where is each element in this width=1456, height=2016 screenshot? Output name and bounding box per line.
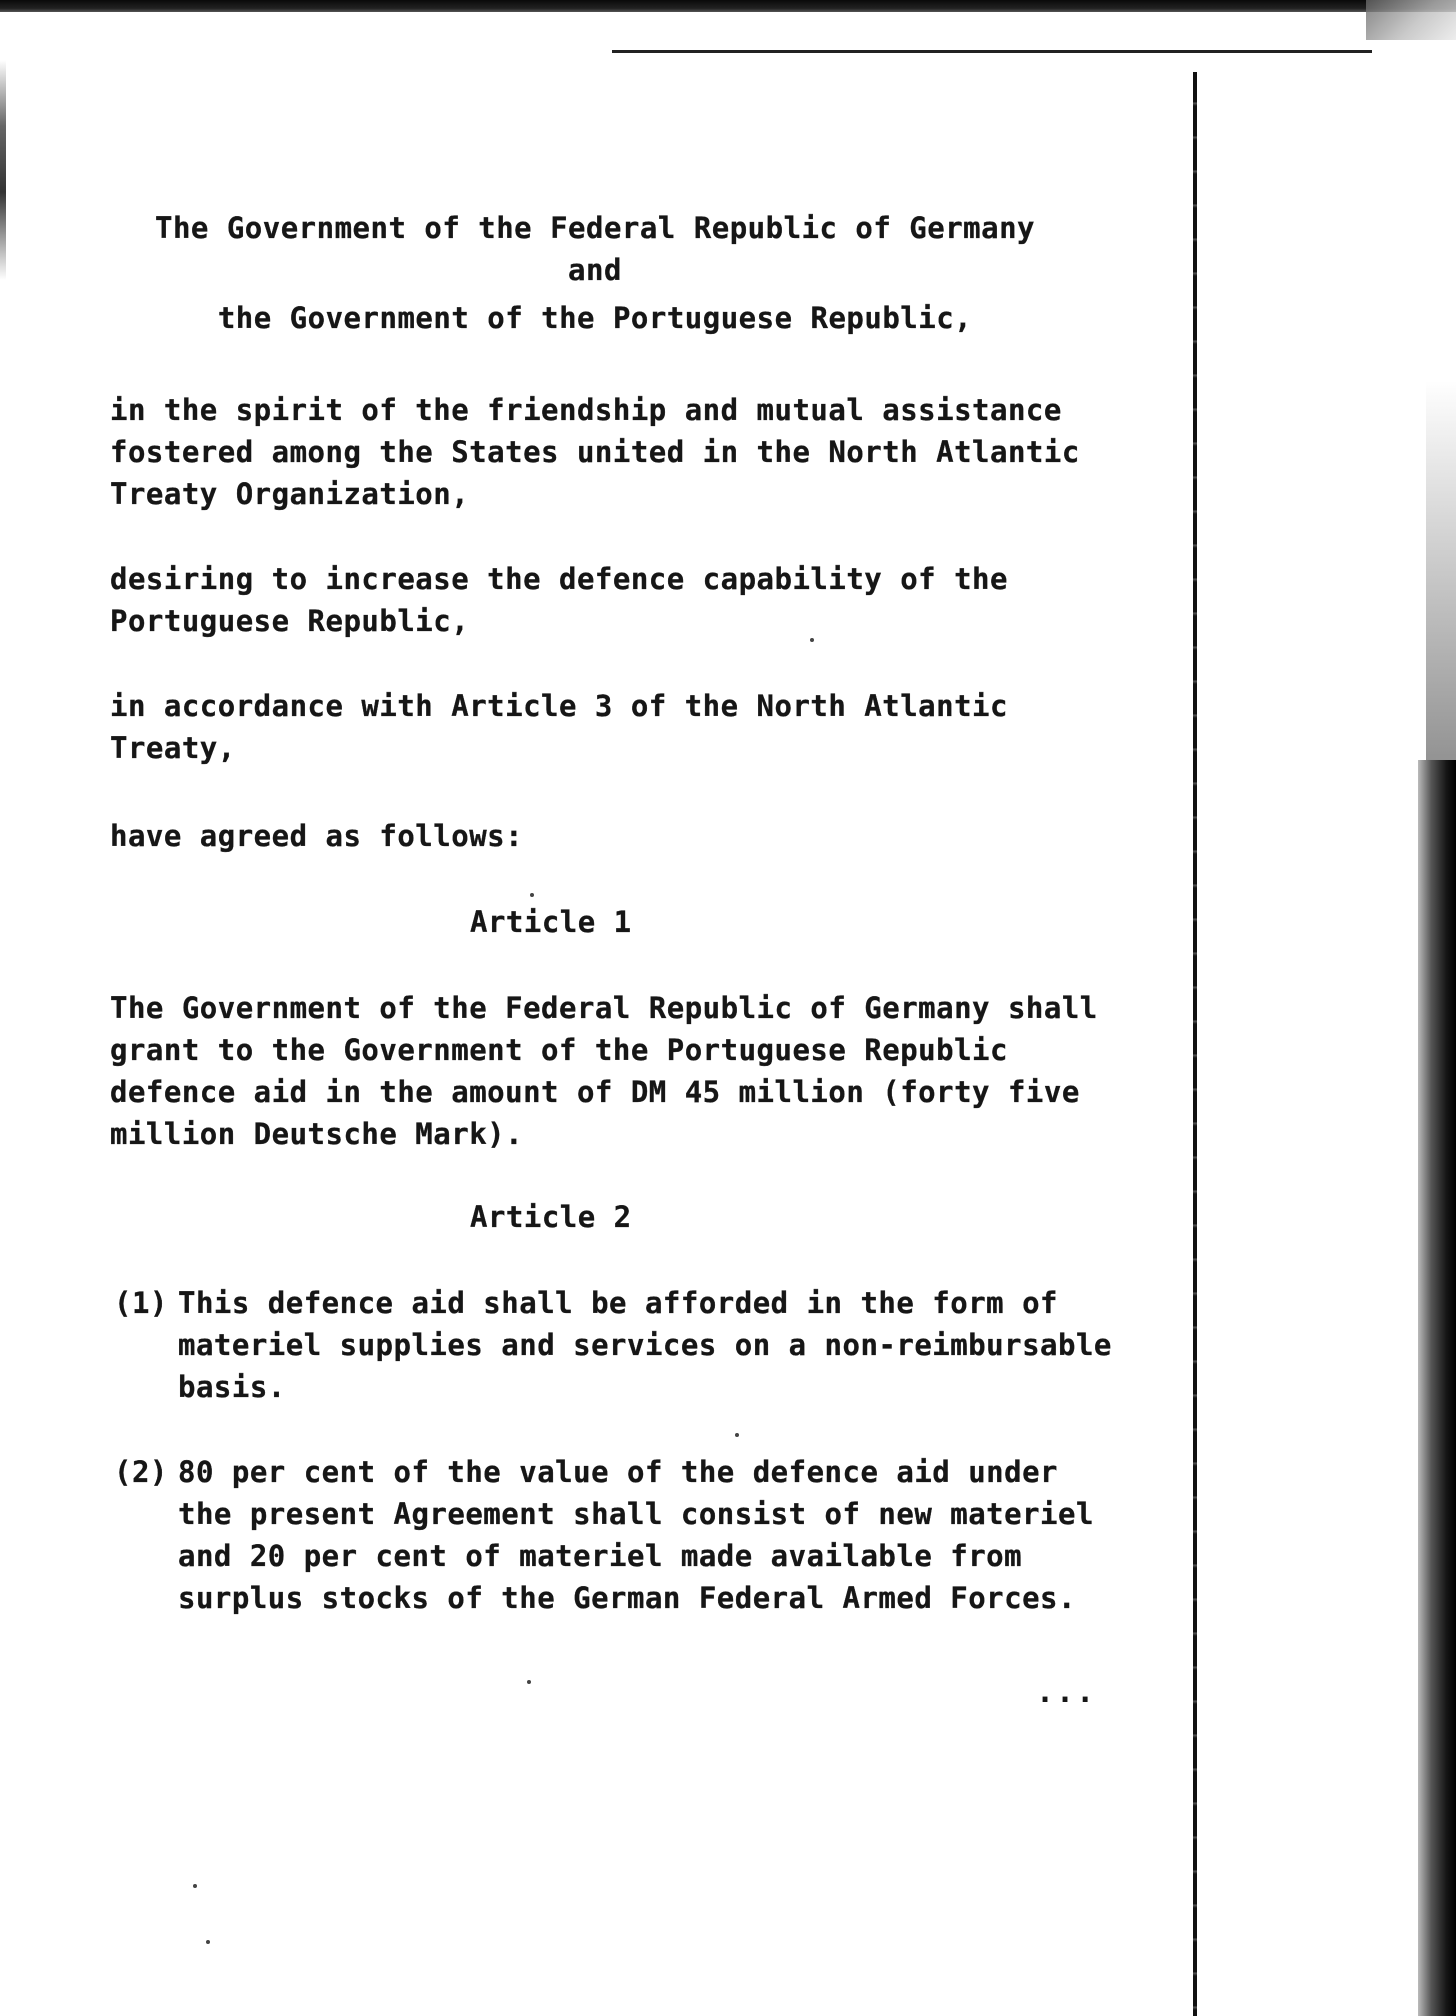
article-2-title: Article 2 bbox=[470, 1200, 632, 1234]
article-2-para-2-line: surplus stocks of the German Federal Armed Forces. bbox=[178, 1581, 1076, 1615]
article-1-line: defence aid in the amount of DM 45 million (forty five bbox=[110, 1075, 1080, 1109]
preamble-line: Treaty Organization, bbox=[110, 477, 470, 511]
article-2-para-1-line: basis. bbox=[178, 1370, 286, 1404]
continuation-marker: ... bbox=[1036, 1675, 1097, 1710]
preamble-line: have agreed as follows: bbox=[110, 819, 524, 853]
article-2-para-1-line: materiel supplies and services on a non-reimbursable bbox=[178, 1328, 1112, 1362]
scan-right-margin-line bbox=[1193, 72, 1197, 2016]
heading-line-2: and bbox=[568, 253, 622, 287]
article-2-para-1-marker: (1) bbox=[114, 1286, 168, 1320]
scan-right-edge-shadow-top bbox=[1426, 380, 1456, 760]
article-1-title: Article 1 bbox=[470, 905, 632, 939]
preamble-line: in accordance with Article 3 of the North Atlantic bbox=[110, 689, 1008, 723]
preamble-line: fostered among the States united in the North Atlantic bbox=[110, 435, 1080, 469]
scan-top-corner bbox=[1366, 0, 1456, 40]
article-2-para-2-line: 80 per cent of the value of the defence aid under bbox=[178, 1455, 1059, 1489]
preamble-line: Treaty, bbox=[110, 731, 236, 765]
preamble-line: desiring to increase the defence capability of the bbox=[110, 562, 1008, 596]
scan-right-edge-shadow bbox=[1418, 760, 1456, 2016]
preamble-line: in the spirit of the friendship and mutual assistance bbox=[110, 393, 1062, 427]
heading-line-1: The Government of the Federal Republic of Germany bbox=[154, 211, 1035, 245]
article-1-line: grant to the Government of the Portuguese Republic bbox=[110, 1033, 1008, 1067]
heading-line-3: the Government of the Portuguese Republic, bbox=[217, 301, 973, 335]
article-1-line: million Deutsche Mark). bbox=[110, 1117, 524, 1151]
article-2-para-2-line: and 20 per cent of materiel made available from bbox=[178, 1539, 1023, 1573]
preamble-line: Portuguese Republic, bbox=[110, 604, 470, 638]
article-2-para-2-line: the present Agreement shall consist of new materiel bbox=[178, 1497, 1094, 1531]
article-2-para-2-marker: (2) bbox=[114, 1455, 168, 1489]
article-1-line: The Government of the Federal Republic of Germany shall bbox=[110, 991, 1098, 1025]
article-2-para-1-line: This defence aid shall be afforded in the form of bbox=[178, 1286, 1059, 1320]
